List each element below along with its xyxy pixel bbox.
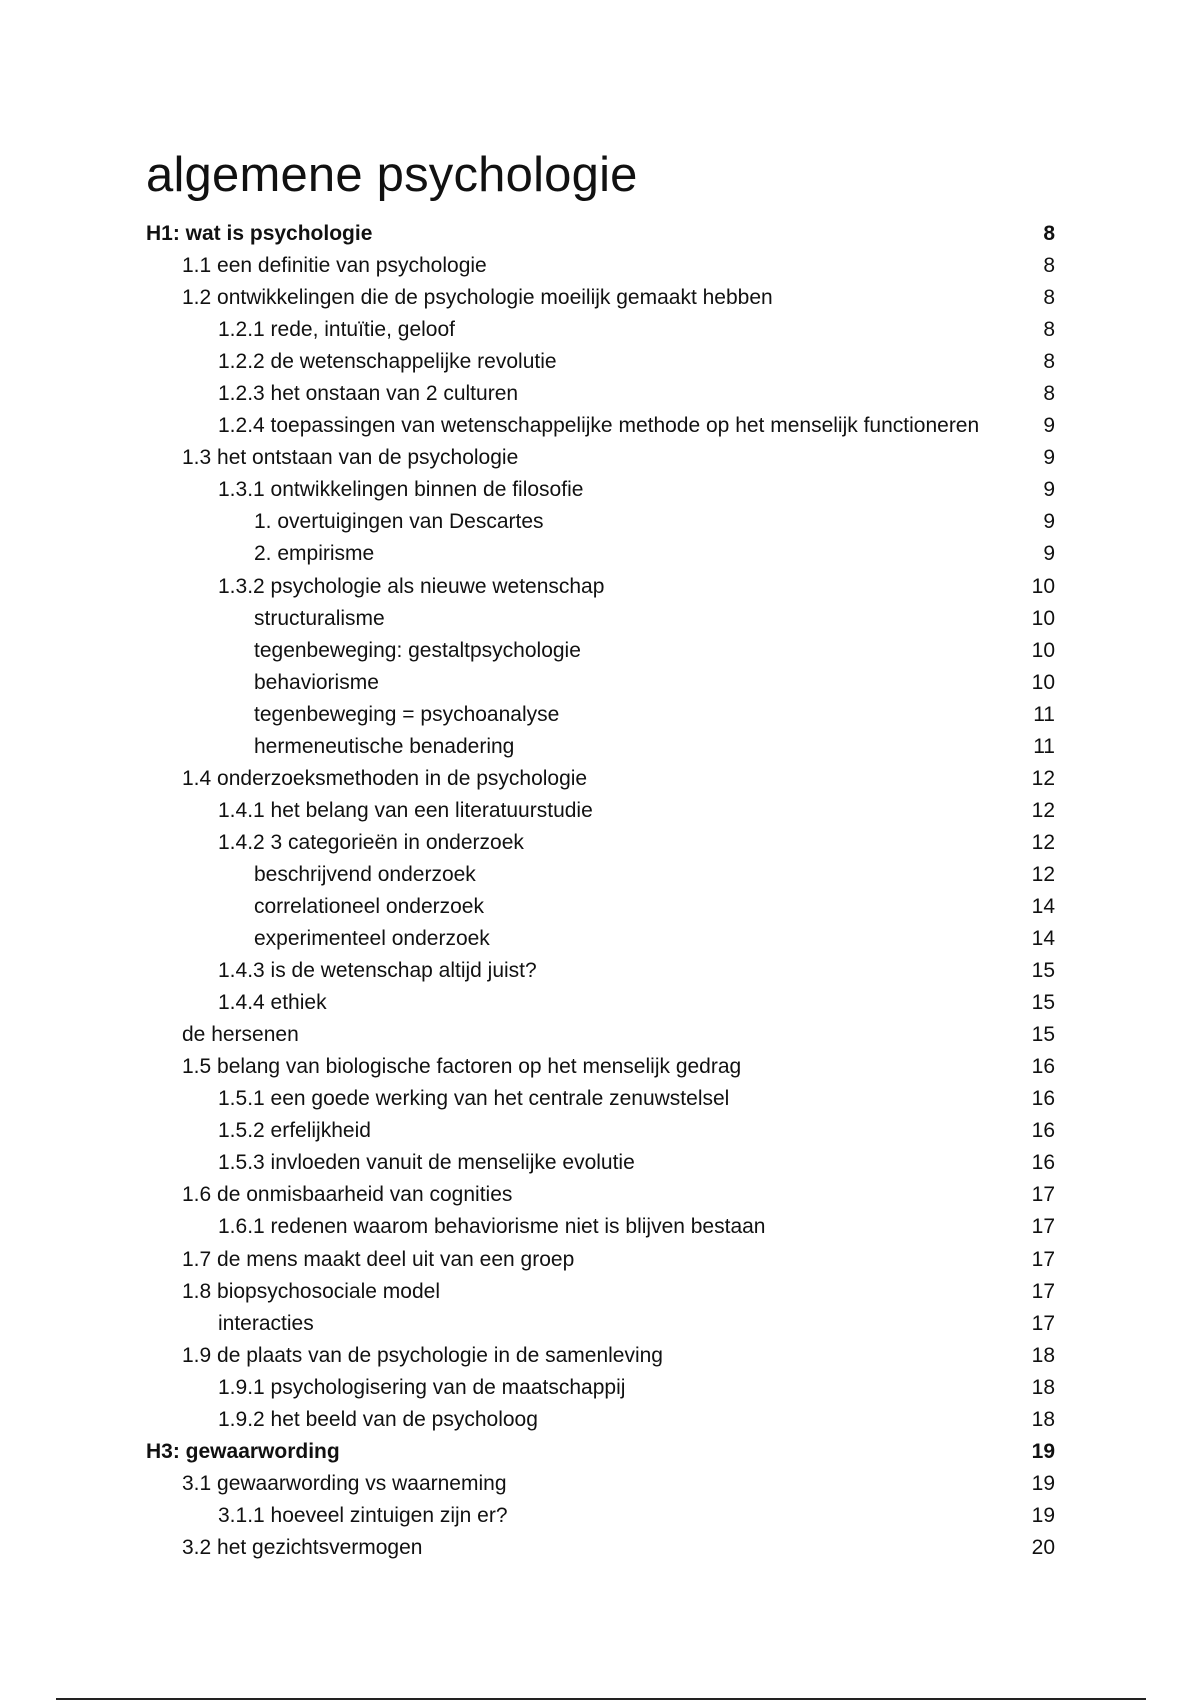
- toc-page-number: 12: [1031, 766, 1055, 790]
- toc-entry-row[interactable]: [146, 1340, 1055, 1372]
- toc-entry-title: beschrijvend onderzoek: [254, 862, 476, 886]
- toc-entry-title: 1.5.3 invloeden vanuit de menselijke evolutie: [218, 1151, 635, 1175]
- toc-page-number: 8: [1043, 222, 1055, 245]
- toc-page-number: 11: [1033, 702, 1055, 726]
- toc-entry-row[interactable]: [146, 346, 1055, 378]
- toc-page-number: 12: [1031, 830, 1055, 854]
- toc-entry-title: behaviorisme: [254, 670, 379, 694]
- toc-entry-title: H3: gewaarwording: [146, 1439, 340, 1463]
- toc-entry-title: 3.1 gewaarwording vs waarneming: [182, 1471, 507, 1495]
- toc-page-number: 15: [1031, 991, 1055, 1015]
- toc-entry-title: 1.3 het ontstaan van de psychologie: [182, 446, 519, 470]
- toc-entry-title: 1.9 de plaats van de psychologie in de samenleving: [182, 1343, 663, 1367]
- toc-entry-title: 1.6.1 redenen waarom behaviorisme niet is blijven bestaan: [218, 1215, 766, 1239]
- toc-entry-row[interactable]: [146, 1179, 1055, 1211]
- toc-page-number: 10: [1031, 574, 1055, 598]
- toc-page-number: 18: [1031, 1375, 1055, 1399]
- toc-entry-title: experimenteel onderzoek: [254, 927, 490, 951]
- toc-entry-row[interactable]: [146, 763, 1055, 795]
- toc-entry-row[interactable]: [146, 955, 1055, 987]
- toc-page-number: 19: [1031, 1503, 1055, 1527]
- toc-entry-row[interactable]: [146, 1147, 1055, 1179]
- toc-entry-row[interactable]: [146, 250, 1055, 282]
- toc-entry-title: de hersenen: [182, 1023, 299, 1047]
- toc-entry-row[interactable]: [146, 987, 1055, 1019]
- toc-entry-row[interactable]: [146, 571, 1055, 603]
- toc-entry-row[interactable]: [146, 731, 1055, 763]
- toc-page-number: 18: [1031, 1407, 1055, 1431]
- toc-page-number: 9: [1043, 446, 1055, 470]
- toc-entry-title: structuralisme: [254, 606, 385, 630]
- toc-entry-row[interactable]: [146, 859, 1055, 891]
- toc-entry-title: 1.6 de onmisbaarheid van cognities: [182, 1183, 513, 1207]
- toc-entry-title: 1.1 een definitie van psychologie: [182, 254, 487, 278]
- toc-entry-title: 1.4 onderzoeksmethoden in de psychologie: [182, 766, 588, 790]
- toc-entry-title: 3.2 het gezichtsvermogen: [182, 1535, 423, 1559]
- toc-page-number: 12: [1031, 862, 1055, 886]
- toc-entry-title: 1.3.1 ontwikkelingen binnen de filosofie: [218, 478, 584, 502]
- toc-entry-row[interactable]: [146, 1019, 1055, 1051]
- toc-entry-row[interactable]: [146, 699, 1055, 731]
- toc-entry-row[interactable]: [146, 1051, 1055, 1083]
- toc-page-number: 20: [1031, 1535, 1055, 1559]
- toc-entry-row[interactable]: [146, 1276, 1055, 1308]
- toc-page-number: 17: [1031, 1279, 1055, 1303]
- toc-page-number: 8: [1043, 318, 1055, 342]
- toc-entry-row[interactable]: [146, 474, 1055, 506]
- toc-entry-title: 3.1.1 hoeveel zintuigen zijn er?: [218, 1503, 508, 1527]
- toc-entry-title: 1.2.1 rede, intuïtie, geloof: [218, 318, 455, 342]
- toc-page-number: 10: [1031, 606, 1055, 630]
- toc-chapter-row[interactable]: [146, 1436, 1055, 1468]
- toc-entry-title: 1.2 ontwikkelingen die de psychologie moeilijk gemaakt hebben: [182, 286, 773, 310]
- toc-entry-title: 1.7 de mens maakt deel uit van een groep: [182, 1247, 575, 1271]
- toc-entry-title: 1.8 biopsychosociale model: [182, 1279, 440, 1303]
- toc-page-number: 9: [1043, 414, 1055, 438]
- toc-page-number: 16: [1031, 1055, 1055, 1079]
- toc-entry-title: H1: wat is psychologie: [146, 222, 373, 245]
- toc-entry-row[interactable]: [146, 923, 1055, 955]
- toc-page-number: 19: [1031, 1439, 1055, 1463]
- toc-entry-title: 1. overtuigingen van Descartes: [254, 510, 544, 534]
- toc-page-number: 17: [1031, 1311, 1055, 1335]
- toc-entry-title: 1.4.2 3 categorieën in onderzoek: [218, 830, 524, 854]
- toc-entry-title: 1.4.4 ethiek: [218, 991, 327, 1015]
- toc-entry-row[interactable]: [146, 314, 1055, 346]
- toc-entry-title: 1.5.2 erfelijkheid: [218, 1119, 371, 1143]
- toc-entry-row[interactable]: [146, 603, 1055, 635]
- toc-entry-title: 1.4.3 is de wetenschap altijd juist?: [218, 959, 537, 983]
- toc-page-number: 12: [1031, 798, 1055, 822]
- toc-page-number: 11: [1033, 734, 1055, 758]
- toc-entry-title: interacties: [218, 1311, 314, 1335]
- toc-entry-title: 1.2.2 de wetenschappelijke revolutie: [218, 350, 557, 374]
- toc-page-number: 16: [1031, 1151, 1055, 1175]
- toc-page-number: 14: [1031, 894, 1055, 918]
- toc-entry-row[interactable]: [146, 667, 1055, 699]
- toc-entry-title: tegenbeweging: gestaltpsychologie: [254, 638, 581, 662]
- toc-entry-row[interactable]: [146, 1404, 1055, 1436]
- toc-entry-row[interactable]: [146, 1244, 1055, 1276]
- toc-entry-row[interactable]: [146, 1211, 1055, 1243]
- toc-entry-row[interactable]: [146, 538, 1055, 570]
- toc-entry-title: 1.5.1 een goede werking van het centrale zenuwstelsel: [218, 1087, 730, 1111]
- toc-page-number: 16: [1031, 1119, 1055, 1143]
- toc-entry-row[interactable]: [146, 506, 1055, 538]
- toc-entry-row[interactable]: [146, 1372, 1055, 1404]
- toc-entry-row[interactable]: [146, 635, 1055, 667]
- toc-page-number: 16: [1031, 1087, 1055, 1111]
- toc-page-number: 8: [1043, 350, 1055, 374]
- toc-page-number: 9: [1043, 478, 1055, 502]
- toc-entry-title: 1.4.1 het belang van een literatuurstudie: [218, 798, 593, 822]
- toc-entry-row[interactable]: [146, 1115, 1055, 1147]
- toc-entry-title: 1.2.4 toepassingen van wetenschappelijke methode op het menselijk functioneren: [218, 414, 980, 438]
- toc-page-number: 9: [1043, 510, 1055, 534]
- toc-entry-row[interactable]: [146, 1308, 1055, 1340]
- document-title: algemene psychologie: [146, 148, 638, 202]
- toc-entry-title: 1.3.2 psychologie als nieuwe wetenschap: [218, 574, 605, 598]
- toc-page-number: 8: [1043, 254, 1055, 278]
- toc-entry-row[interactable]: [146, 1083, 1055, 1115]
- toc-entry-title: 2. empirisme: [254, 542, 375, 566]
- toc-page-number: 19: [1031, 1471, 1055, 1495]
- toc-entry-row[interactable]: [146, 1468, 1055, 1500]
- toc-page-number: 10: [1031, 670, 1055, 694]
- toc-entry-title: correlationeel onderzoek: [254, 894, 484, 918]
- toc-page-number: 10: [1031, 638, 1055, 662]
- toc-entry-row[interactable]: [146, 891, 1055, 923]
- toc-page-number: 17: [1031, 1247, 1055, 1271]
- toc-entry-row[interactable]: [146, 378, 1055, 410]
- toc-page-number: 8: [1043, 382, 1055, 406]
- toc-entry-row[interactable]: [146, 795, 1055, 827]
- toc-entry-title: 1.2.3 het onstaan van 2 culturen: [218, 382, 519, 406]
- toc-page-number: 14: [1031, 927, 1055, 951]
- toc-entry-title: tegenbeweging = psychoanalyse: [254, 702, 560, 726]
- toc-page-number: 15: [1031, 1023, 1055, 1047]
- toc-chapter-row[interactable]: [146, 218, 1055, 250]
- toc-entry-row[interactable]: [146, 282, 1055, 314]
- toc-entry-row[interactable]: [146, 1500, 1055, 1532]
- toc-entry-row[interactable]: [146, 827, 1055, 859]
- toc-page-number: 8: [1043, 286, 1055, 310]
- toc-page-number: 9: [1043, 542, 1055, 566]
- toc-entry-row[interactable]: [146, 442, 1055, 474]
- toc-entry-title: hermeneutische benadering: [254, 734, 515, 758]
- toc-page-number: 17: [1031, 1183, 1055, 1207]
- toc-entry-row[interactable]: [146, 410, 1055, 442]
- toc-entry-title: 1.9.2 het beeld van de psycholoog: [218, 1407, 538, 1431]
- toc-entry-title: 1.9.1 psychologisering van de maatschappij: [218, 1375, 626, 1399]
- toc-page-number: 18: [1031, 1343, 1055, 1367]
- table-of-contents: [146, 218, 1055, 1564]
- toc-page-number: 15: [1031, 959, 1055, 983]
- toc-entry-title: 1.5 belang van biologische factoren op het menselijk gedrag: [182, 1055, 742, 1079]
- toc-page-number: 17: [1031, 1215, 1055, 1239]
- toc-entry-row[interactable]: [146, 1532, 1055, 1564]
